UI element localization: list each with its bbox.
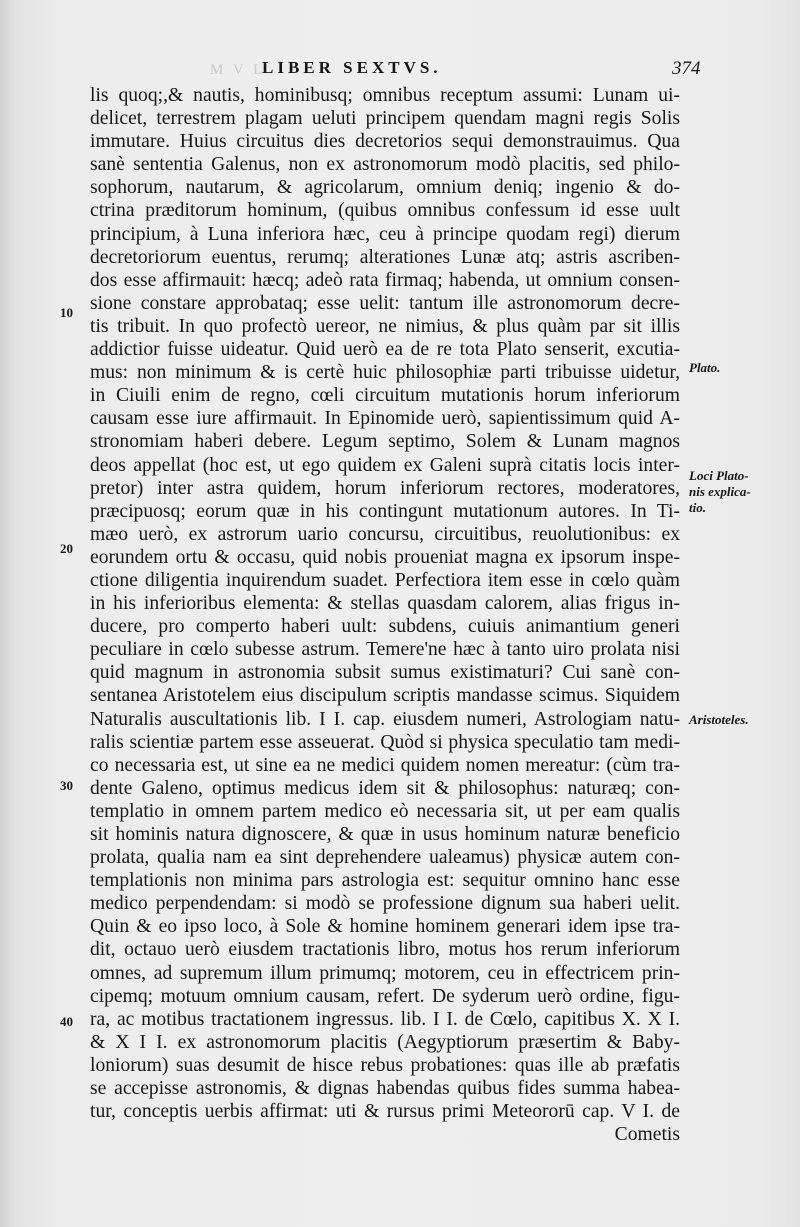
text-line: Cometis	[614, 1124, 680, 1146]
text-line: co necessaria est, ut sine ea ne medici quidem nomen mereatur: (cùm tra-	[90, 754, 680, 776]
text-line: quid magnum in astronomia subsit sumus existimaturi? Cui sanè con-	[90, 662, 680, 684]
text-line: ctione diligentia inquirendum suadet. Perfectiora item esse in cœlo quàm	[90, 569, 680, 591]
line-number-30: 30	[60, 778, 73, 793]
page-number: 374	[672, 58, 701, 79]
text-line: præcipuosq; eorum quæ in his contingunt mutationum autores. In Ti-	[90, 500, 680, 522]
marginal-note-loci-platonis	[689, 468, 769, 516]
text-line: lis quoq;,& nautis, hominibusq; omnibus receptum assumi: Lunam ui-	[90, 85, 680, 106]
text-line: & X I I. ex astronomorum placitis (Aegyptiorum præsertim & Baby-	[90, 1031, 680, 1053]
text-line: deos appellat (hoc est, ut ego quidem ex Galeni suprà citatis locis inter-	[90, 454, 680, 476]
line-number-40: 40	[60, 1014, 73, 1029]
text-line: se accepisse astronomis, & dignas habendas quibus fides summa habea-	[90, 1078, 680, 1100]
text-line: delicet, terrestrem plagam ueluti principem quendam magni regis Solis	[90, 108, 680, 130]
text-line: omnes, ad supremum illum primumq; motorem, ceu in effectricem prin-	[90, 962, 680, 984]
text-line: dos esse affirmauit: hæcq; adeò rata firmaq; habenda, ut omnium consen-	[90, 269, 680, 291]
marginal-note-aristoteles: Aristoteles.	[689, 712, 749, 727]
text-line: stronomiam haberi debere. Legum septimo, Solem & Lunam magnos	[90, 431, 680, 453]
text-line: templationis non minima pars astrologia est: sequitur omnino hanc esse	[90, 870, 680, 892]
text-line: ducere, pro comperto haberi uult: subdens, cuiuis animantium generi	[90, 616, 680, 638]
text-line: sentanea Aristotelem eius discipulum scriptis mandasse scimus. Siquidem	[90, 685, 680, 707]
text-line: dit, octauo uerò eiusdem tractationis libro, motus hos rerum inferiorum	[90, 939, 680, 961]
text-line: peculiare in cœlo subesse astrum. Temere'ne hæc à tanto uiro prolata nisi	[90, 639, 680, 661]
text-line: medico perpendendam: si modò se professione dignum sua haberi uelit.	[90, 893, 680, 915]
text-line: principium, à Luna inferiora hæc, ceu à principe quodam regi) dierum	[90, 223, 680, 245]
text-line: prolata, qualia nam ea sint deprehendere ualeamus) physicæ autem con-	[90, 847, 680, 869]
text-line: pretor) inter astra quidem, horum inferiorum rectores, moderatores,	[90, 477, 680, 499]
text-line: loniorum) suas desumit de hisce rebus probationes: quas ille ab præfatis	[90, 1054, 680, 1076]
text-line: mæo uerò, ex astrorum uario concursu, circuitibus, reuolutionibus: ex	[90, 523, 680, 545]
text-line: tur, conceptis uerbis affirmat: uti & rursus primi Meteororū cap. V I. de	[90, 1101, 680, 1123]
marginal-note-line: Loci Plato-	[689, 468, 749, 483]
text-line: cipemq; motuum omnium causam, refert. De syderum uerò ordine, figu-	[90, 985, 680, 1007]
text-line: mus: non minimum & is certè huic philosophiæ parti tribuisse uidetur,	[90, 362, 680, 384]
text-line: Quin & eo ipso loco, à Sole & homine hominem generari idem ipse tra-	[90, 916, 680, 938]
text-line: Naturalis auscultationis lib. I I. cap. eiusdem numeri, Astrologiam natu-	[90, 708, 680, 730]
text-line: tis tribuit. In quo profectò uereor, ne nimius, & plus quàm par sit illis	[90, 315, 680, 337]
line-number-20: 20	[60, 541, 73, 556]
text-line: ctrina præditorum hominum, (quibus omnibus confessum id esse uult	[90, 200, 680, 222]
text-line: ralis scientiæ partem esse asseuerat. Quòd si physica speculatio tam medi-	[90, 731, 680, 753]
text-line: sophorum, nautarum, & agricolarum, omnium deniq; ingenio & do-	[90, 177, 680, 199]
line-number-10: 10	[60, 305, 73, 320]
show-through-text: M V L	[210, 62, 266, 78]
body-text	[90, 84, 680, 1146]
text-line: in Ciuili enim de regno, cœli circuitum mutationis horum inferiorum	[90, 385, 680, 407]
text-line: immutare. Huius circuitus dies decretorios sequi demonstrauimus. Qua	[90, 131, 680, 153]
marginal-note-plato: Plato.	[689, 360, 721, 375]
marginal-note-line: nis explica-	[689, 484, 751, 499]
text-line: templatio in omnem partem medico eò necessaria sit, ut per eam qualis	[90, 800, 680, 822]
text-line: in his inferioribus elementa: & stellas quasdam calorem, alias frigus in-	[90, 593, 680, 615]
text-line: eorundem ortu & occasu, quid nobis proueniat magna ex ipsorum inspe-	[90, 546, 680, 568]
text-line: addictior fuisse uideatur. Quid uerò ea de re tota Plato senserit, excutia-	[90, 339, 680, 361]
text-line: sanè sententia Galenus, non ex astronomorum modò placitis, sed philo-	[90, 154, 680, 176]
text-line: causam esse iure affirmauit. In Epinomide uerò, sapientissimum quid A-	[90, 408, 680, 430]
text-line: dente Galeno, optimus medicus idem sit & philosophus: naturæq; con-	[90, 777, 680, 799]
running-head: LIBER SEXTVS.	[262, 58, 442, 77]
marginal-note-line: tio.	[689, 500, 706, 515]
text-line: sione constare approbataq; esse uelit: tantum ille astronomorum decre-	[90, 292, 680, 314]
text-line: decretoriorum euentus, rerumq; alterationes Lunæ atq; astris ascriben-	[90, 246, 680, 268]
text-line: sit hominis natura dignoscere, & quæ in usus hominum naturæ beneficio	[90, 824, 680, 845]
text-line: ra, ac motibus tractationem ingressus. lib. I I. de Cœlo, capitibus X. X I.	[90, 1008, 680, 1030]
